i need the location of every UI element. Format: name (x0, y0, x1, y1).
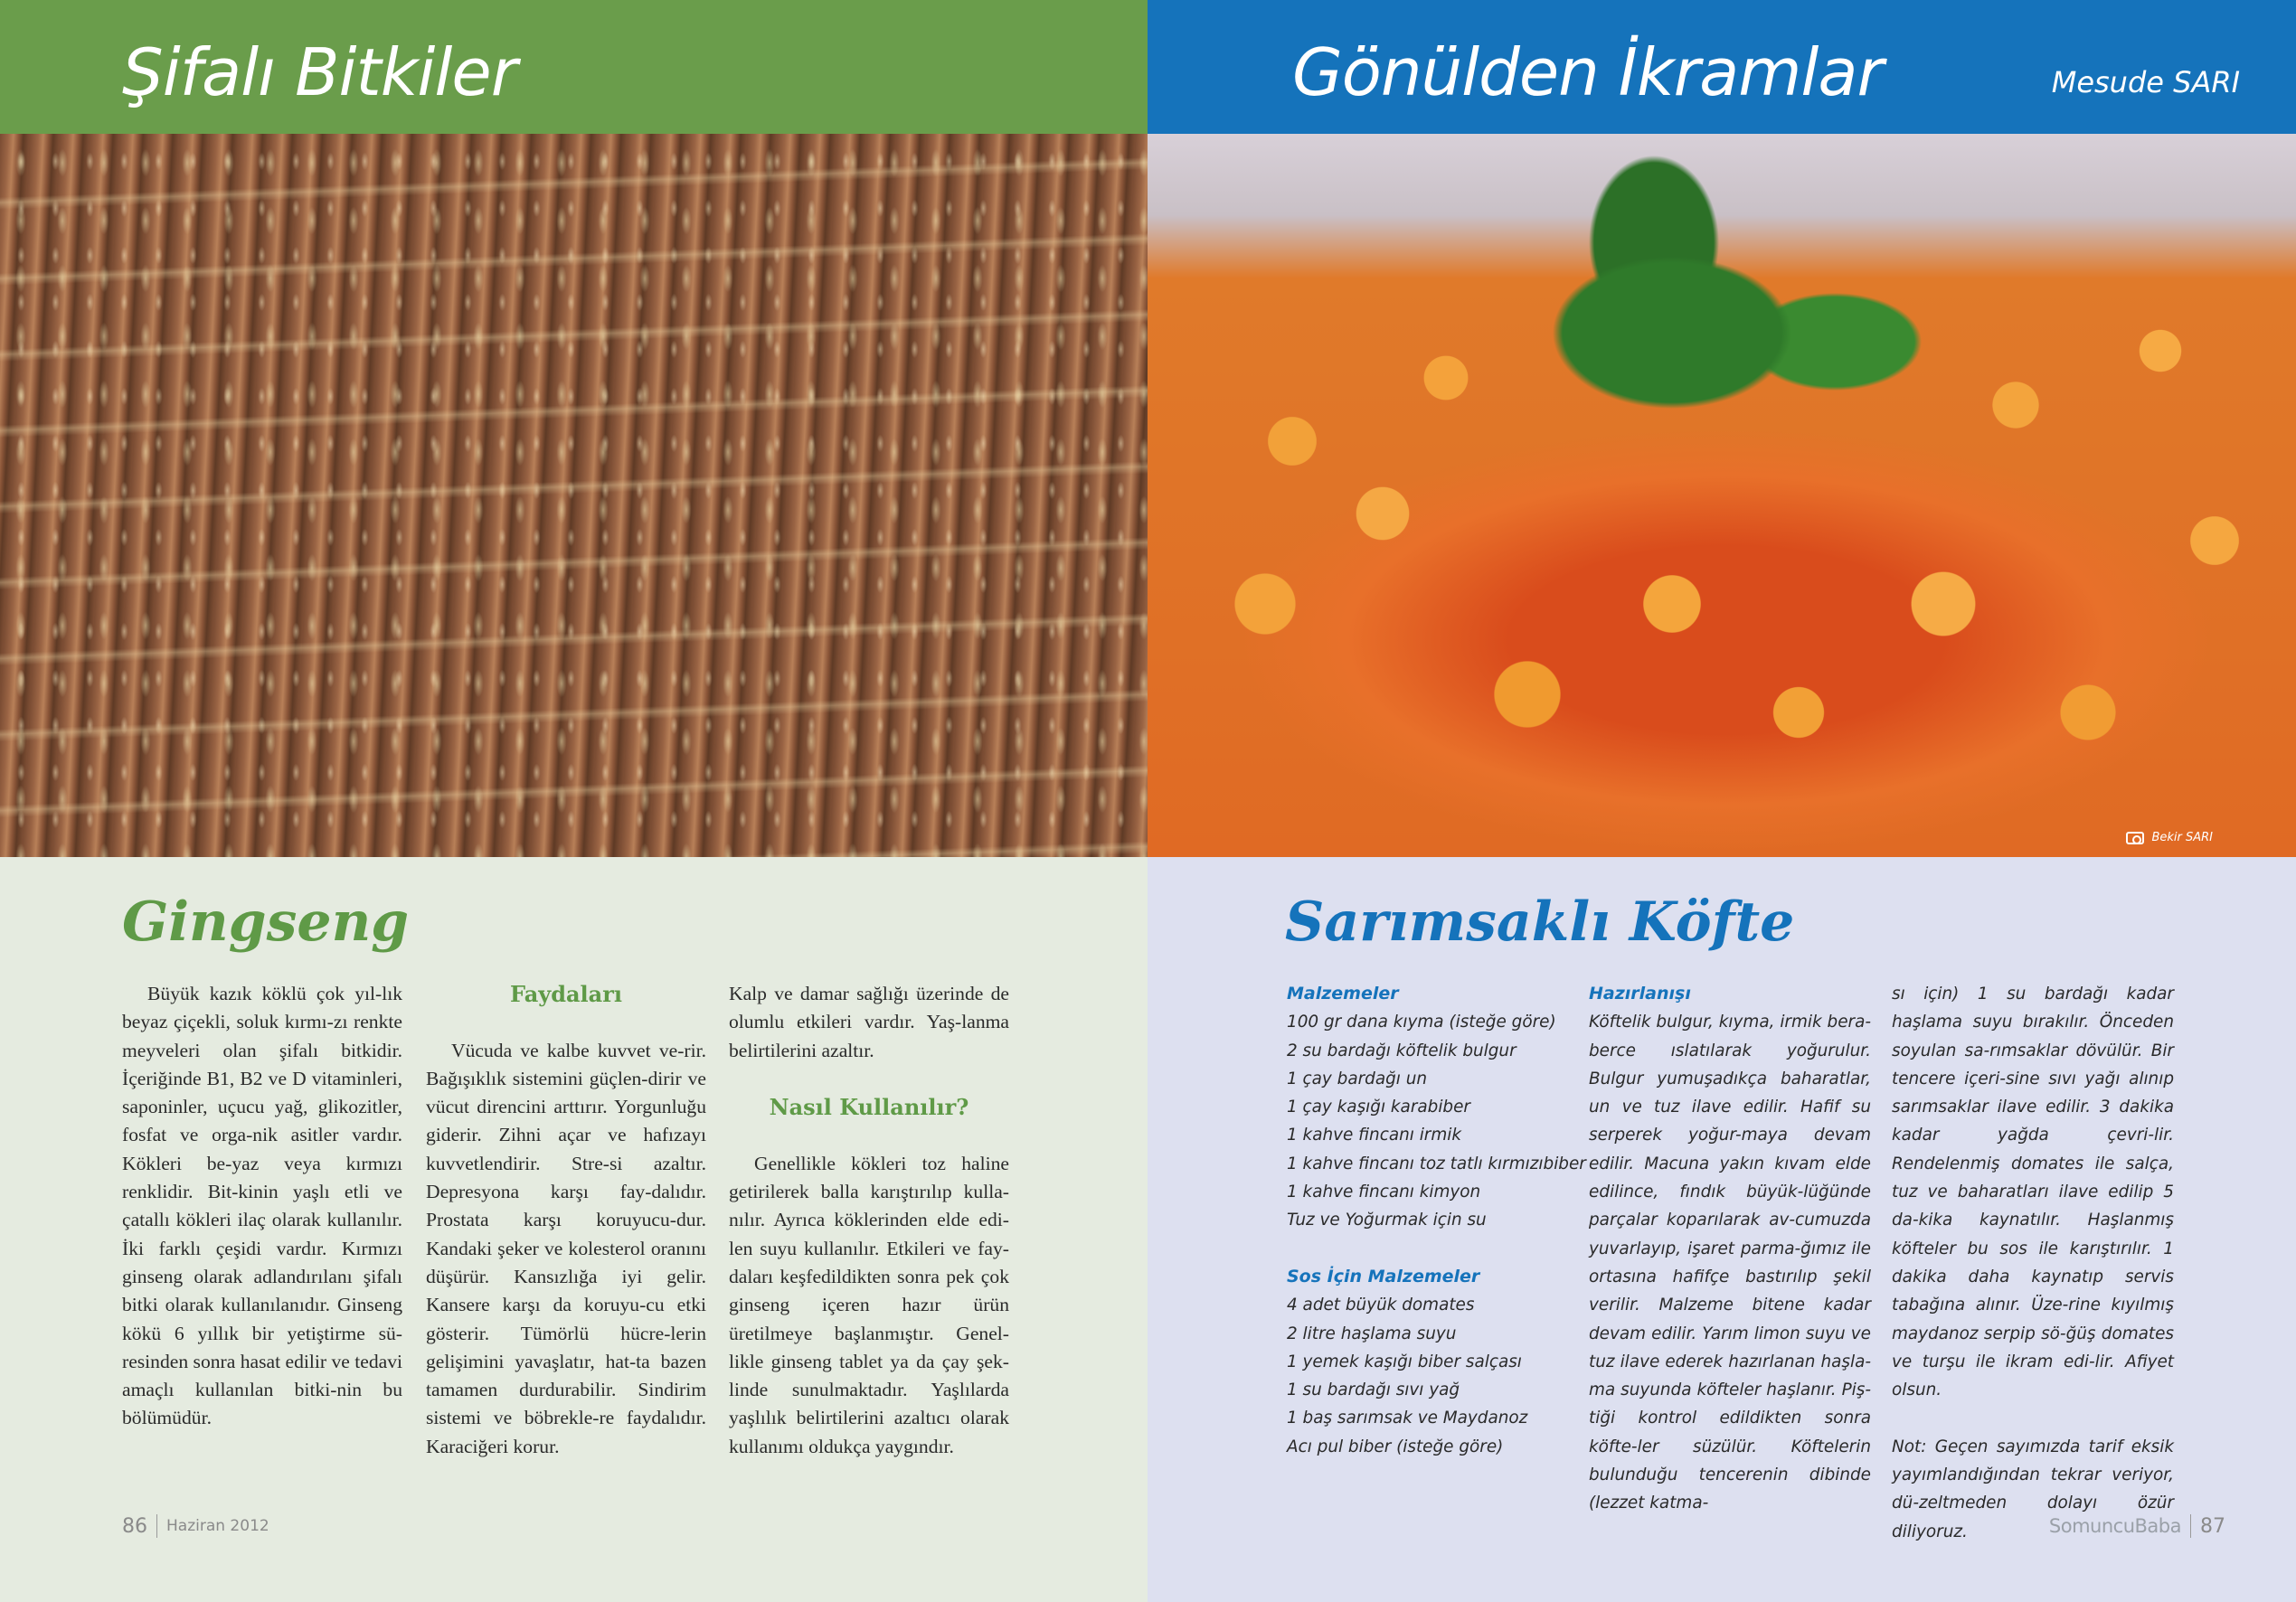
section-title: Gönülden İkramlar (1292, 34, 1884, 110)
article-title: Gingseng (122, 891, 410, 954)
sauce-heading: Sos İçin Malzemeler (1287, 1266, 1480, 1286)
photographer-name: Bekir SARI (2151, 831, 2213, 844)
preparation-column (1589, 980, 1871, 1518)
editor-note: Not: Geçen sayımızda tarif eksik yayımlandığından tekrar veriyor, dü-zeltmeden dolayı özür diliyoruz. (1892, 1437, 2174, 1541)
section-title: Şifalı Bitkiler (122, 34, 517, 110)
ingredient-item: 1 çay kaşığı karabiber (1287, 1098, 1470, 1117)
benefits-heading: Faydaları (510, 981, 622, 1007)
ingredient-item: 2 su bardağı köftelik bulgur (1287, 1041, 1516, 1060)
sauce-ingredient-item: 1 su bardağı sıvı yağ (1287, 1381, 1460, 1400)
sauce-ingredient-item: 4 adet büyük domates (1287, 1296, 1475, 1315)
text-column-1 (122, 980, 402, 1433)
magazine-logo: SomuncuBaba (2048, 1515, 2181, 1537)
footer-divider (156, 1514, 157, 1538)
preparation-paragraph: Köftelik bulgur, kıyma, irmik bera-berce ıslatılarak yoğurulur. Bulgur yumuşadıkça baharatlar, un ve tuz ilave edilir. Hafif su serperek yoğur-maya devam edilir. Macuna yakın kıvam elde edilince, fındık büyük-lüğünde parçalar koparılarak av-cumuzda yuvarlayıp, işaret parma-ğımız ile ortasına hafifçe bastırılıp şekil verilir. Malzeme bitene kadar devam edilir. Yarım limon suyu ve tuz ilave ederek hazırlanan haşla-ma suyunda köfteler haşlanır. Piş-tiği kontrol edildikten sonra köfte-ler süzülür. Köftelerin bulunduğu tencerenin dibinde (lezzet katma- (1589, 1013, 1871, 1513)
ingredients-column (1287, 980, 1586, 1461)
text-column-3 (729, 980, 1009, 1461)
preparation-continued-column (1892, 980, 2174, 1546)
intro-paragraph: Büyük kazık köklü çok yıl-lık beyaz çiçekli, soluk kırmı-zı renkte meyveleri olan şifalı bitkidir. İçeriğinde B1, B2 ve D vitaminleri, saponinler, uçucu yağ, glikozitler, fosfat ve orga-nik asitler vardır. Kökleri be-yaz veya kırmızı renklidir. Bit-kinin yaşlı etli ve çatallı kökleri ilaç olarak kullanılır. İki farklı çeşidi vardır. Kırmızı ginseng olarak adlandırılanı şifalı bitki olarak kullanılanıdır. Ginseng kökü 6 yıllık bir yetiştirme sü-resinden sonra hasat edilir ve tedavi amaçlı kullanılan bitki-nin bu bölümüdür. (122, 983, 402, 1429)
article-title: Sarımsaklı Köfte (1285, 891, 1795, 954)
ingredient-item: Tuz ve Yoğurmak için su (1287, 1211, 1487, 1230)
right-footer (2049, 1514, 2225, 1538)
kofte-dish-photo (1148, 134, 2296, 857)
usage-heading: Nasıl Kullanılır? (769, 1094, 969, 1121)
ginseng-roots-photo (0, 134, 1148, 857)
left-footer (122, 1514, 269, 1538)
preparation-continued-paragraph: sı için) 1 su bardağı kadar haşlama suyu bırakılır. Önceden soyulan sa-rımsaklar dövülür. Bir tencere içeri-sine sıvı yağı alınıp sarımsaklar ilave edilir. 3 dakika kadar yağda çevri-lir. Rendelenmiş domates ile salça, tuz ve baharatları ilave edilip 5 da-kika kaynatılır. Haşlanmış köfteler bu sos ile karıştırılır. 1 dakika daha kaynatıp servis tabağına alınır. Üze-rine kıyılmış maydanoz serpip sö-ğüş domates ve turşu ile ikram edi-lir. Afiyet olsun. (1892, 985, 2174, 1400)
issue-date: Haziran 2012 (166, 1517, 269, 1535)
ingredient-item: 1 çay bardağı un (1287, 1069, 1428, 1088)
right-header-band (1148, 0, 2296, 134)
sauce-ingredient-item: 1 baş sarımsak ve Maydanoz (1287, 1409, 1528, 1428)
ingredient-item: 1 kahve fincanı kimyon (1287, 1183, 1481, 1202)
heart-paragraph: Kalp ve damar sağlığı üzerinde de olumlu etkileri vardır. Yaş-lanma belirtilerini azaltır. (729, 983, 1009, 1061)
author-name: Mesude SARI (2051, 65, 2240, 99)
photo-credit (2126, 831, 2213, 844)
ingredients-heading: Malzemeler (1287, 984, 1399, 1004)
ingredient-item: 100 gr dana kıyma (isteğe göre) (1287, 1013, 1556, 1032)
ingredient-item: 1 kahve fincanı toz tatlı kırmızıbiber (1287, 1154, 1586, 1173)
footer-divider (2190, 1514, 2191, 1538)
camera-icon (2126, 832, 2144, 844)
preparation-heading: Hazırlanışı (1589, 984, 1691, 1004)
text-column-2 (426, 980, 706, 1461)
right-page (1148, 0, 2296, 1602)
sauce-ingredient-item: 1 yemek kaşığı biber salçası (1287, 1352, 1522, 1371)
left-header-band (0, 0, 1148, 134)
benefits-paragraph: Vücuda ve kalbe kuvvet ve-rir. Bağışıklık sistemini güçlen-dirir ve vücut direncini arttırır. Yorgunluğu giderir. Zihni açar ve hafızayı kuvvetlendirir. Stre-si azaltır. Depresyona karşı fay-dalıdır. Prostata karşı koruyucu-dur. Kandaki şeker ve kolesterol oranını düşürür. Kansızlığa iyi gelir. Kansere karşı da koruyu-cu etki gösterir. Tümörlü hücre-lerin gelişimini yavaşlatır, hat-ta bazen tamamen durdurabilir. Sindirim sistemi ve böbrekle-re faydalıdır. Karaciğeri korur. (426, 1039, 706, 1457)
sauce-ingredient-item: Acı pul biber (isteğe göre) (1287, 1437, 1504, 1456)
page-number: 86 (122, 1514, 147, 1538)
ingredient-item: 1 kahve fincanı irmik (1287, 1126, 1462, 1145)
sauce-ingredient-item: 2 litre haşlama suyu (1287, 1324, 1457, 1343)
usage-paragraph: Genellikle kökleri toz haline getirilerek balla karıştırılıp kulla-nılır. Ayrıca köklerinden elde edi-len suyu kullanılır. Etkileri ve fay-daları keşfedildikten sonra pek çok ginseng içeren hazır ürün üretilmeye başlanmıştır. Genel-likle ginseng tablet ya da çay şek-linde sunulmaktadır. Yaşlılarda yaşlılık belirtilerini azaltıcı olarak kullanımı oldukça yaygındır. (729, 1152, 1009, 1457)
page-number: 87 (2200, 1514, 2225, 1538)
